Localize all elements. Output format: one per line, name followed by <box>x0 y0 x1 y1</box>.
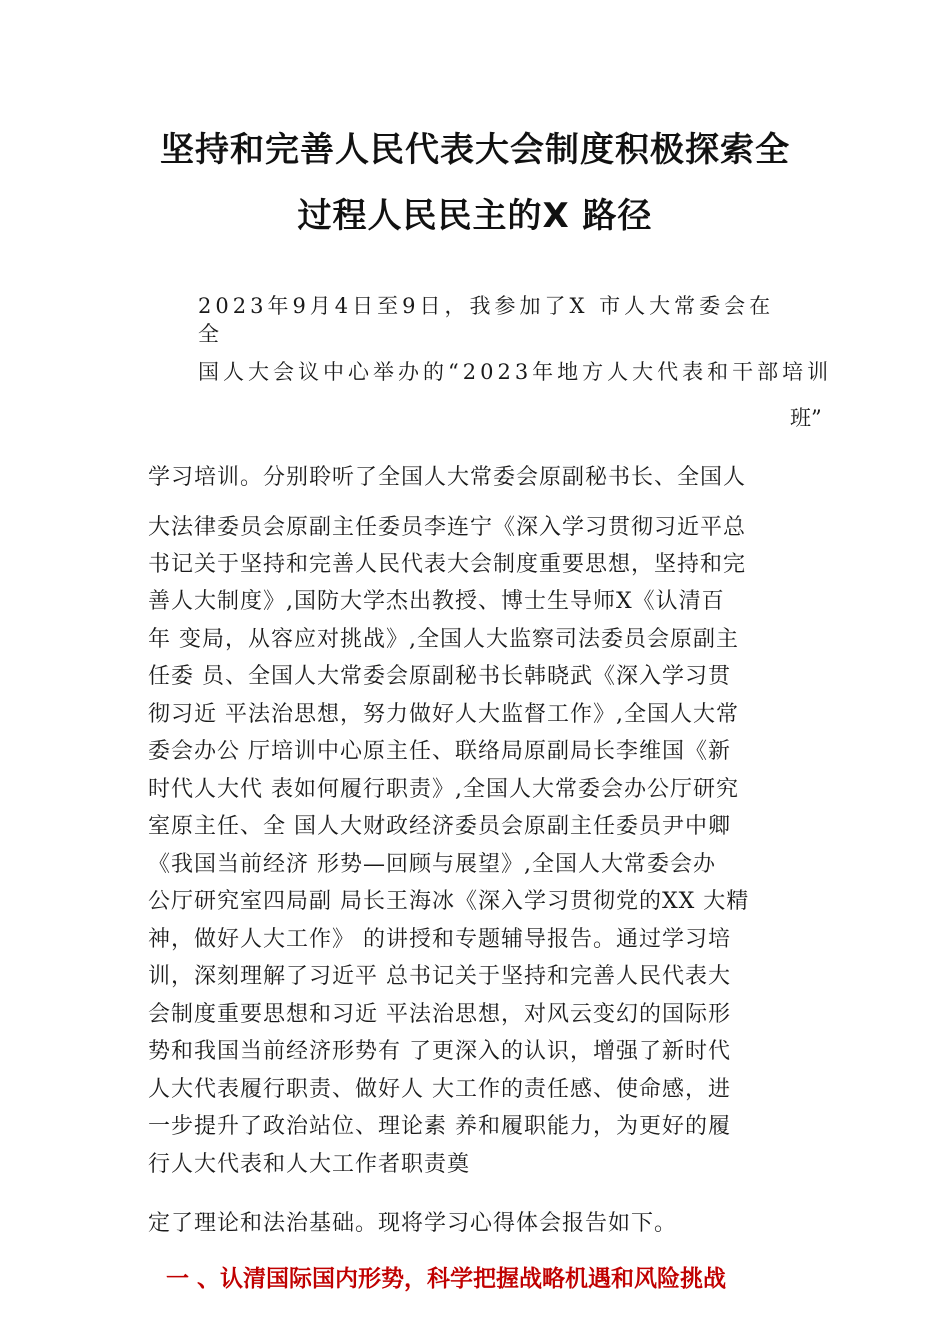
document-title-line-1: 坚持和完善人民代表大会制度积极探索全 <box>160 130 790 170</box>
intro-line-1-wrap: 全 <box>198 322 223 346</box>
body-line: 书记关于坚持和完善人民代表大会制度重要思想，坚持和完 <box>148 552 747 577</box>
body-line: 训，深刻理解了习近平 总书记关于坚持和完善人民代表大 <box>148 964 731 989</box>
body-line: 大法律委员会原副主任委员李连宁《深入学习贯彻习近平总 <box>148 515 747 540</box>
body-line: 势和我国当前经济形势有 了更深入的认识，增强了新时代 <box>148 1039 731 1064</box>
body-line: 会制度重要思想和习近 平法治思想，对风云变幻的国际形 <box>148 1002 731 1027</box>
body-line: 任委 员、全国人大常委会原副秘书长韩晓武《深入学习贯 <box>148 664 731 689</box>
body-line: 善人大制度》,国防大学杰出教授、博士生导师X《认清百 <box>148 589 725 614</box>
body-line: 彻习近 平法治思想，努力做好人大监督工作》,全国人大常 <box>148 702 739 727</box>
document-title-line-2: 过程人民民主的X 路径 <box>297 196 653 236</box>
intro-line-2-wrap: 班” <box>790 406 822 430</box>
body-line: 学习培训。分别聆听了全国人大常委会原副秘书长、全国人 <box>148 465 747 490</box>
body-closing-line: 定了理论和法治基础。现将学习心得体会报告如下。 <box>148 1211 678 1236</box>
body-line: 公厅研究室四局副 局长王海冰《深入学习贯彻党的XX 大精 <box>148 889 750 914</box>
body-line: 室原主任、全 国人大财政经济委员会原副主任委员尹中卿 <box>148 814 731 839</box>
body-line: 神，做好人大工作》 的讲授和专题辅导报告。通过学习培 <box>148 927 731 952</box>
body-line: 《我国当前经济 形势—回顾与展望》,全国人大常委会办 <box>148 852 716 877</box>
section-heading: 一 、认清国际国内形势，科学把握战略机遇和风险挑战 <box>166 1266 727 1292</box>
body-line: 行人大代表和人大工作者职责奠 <box>148 1152 471 1177</box>
body-line: 时代人大代 表如何履行职责》,全国人大常委会办公厅研究 <box>148 777 739 802</box>
body-line: 人大代表履行职责、做好人 大工作的责任感、使命感，进 <box>148 1077 731 1102</box>
body-line: 年 变局，从容应对挑战》,全国人大监察司法委员会原副主 <box>148 627 739 652</box>
intro-line-2: 国人大会议中心举办的“2023年地方人大代表和干部培训 <box>198 360 833 384</box>
intro-line-1: 2023年9月4日至9日，我参加了X 市人大常委会在 <box>198 294 775 318</box>
body-line: 一步提升了政治站位、理论素 养和履职能力，为更好的履 <box>148 1114 731 1139</box>
body-line: 委会办公 厅培训中心原主任、联络局原副局长李维国《新 <box>148 739 731 764</box>
